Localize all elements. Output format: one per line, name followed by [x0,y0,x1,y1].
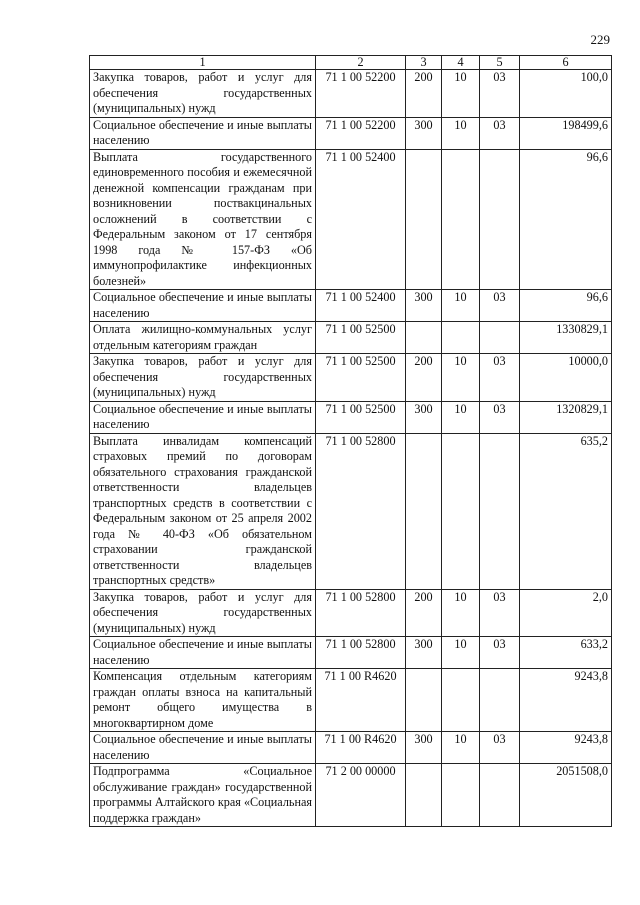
col-header-3: 3 [406,56,442,70]
table-row [90,401,612,433]
row-col5: 03 [480,117,520,149]
row-name: Компенсация отдельным категориям граждан оплаты взноса на капитальный ремонт общего имущества в многоквартирном доме [90,669,316,732]
row-col3 [406,764,442,827]
budget-table [89,55,612,827]
row-name: Социальное обеспечение и иные выплаты населению [90,732,316,764]
row-col5: 03 [480,290,520,322]
col-header-5: 5 [480,56,520,70]
row-col5: 03 [480,401,520,433]
row-code: 71 1 00 52500 [316,354,406,402]
row-code: 71 1 00 52200 [316,70,406,118]
row-amount: 100,0 [520,70,612,118]
table-row [90,290,612,322]
row-amount: 96,6 [520,290,612,322]
row-code: 71 1 00 52800 [316,589,406,637]
table-row [90,637,612,669]
row-code: 71 1 00 52400 [316,290,406,322]
row-col5 [480,764,520,827]
row-name: Выплата государственного единовременного пособия и ежемесячной денежной компенсации гражданам при возникновении поствакцинальных осложнений в соответствии с Федеральным законом от 17 сентября 1998 года № 157-ФЗ «Об иммунопрофилактике инфекционных болезней» [90,149,316,290]
row-col3: 200 [406,354,442,402]
table-row [90,764,612,827]
row-col4: 10 [442,290,480,322]
row-amount: 10000,0 [520,354,612,402]
row-name: Закупка товаров, работ и услуг для обеспечения государственных (муниципальных) нужд [90,70,316,118]
row-amount: 9243,8 [520,732,612,764]
row-col3 [406,322,442,354]
table-header-row [90,56,612,70]
table-row [90,589,612,637]
row-col3: 300 [406,732,442,764]
row-code: 71 1 00 R4620 [316,669,406,732]
row-code: 71 1 00 52200 [316,117,406,149]
table-row [90,669,612,732]
table-row [90,117,612,149]
row-amount: 2051508,0 [520,764,612,827]
row-col3 [406,669,442,732]
row-col4 [442,149,480,290]
row-col4 [442,433,480,589]
page-number: 229 [590,32,610,47]
row-col5: 03 [480,354,520,402]
row-col3: 300 [406,290,442,322]
row-name: Социальное обеспечение и иные выплаты населению [90,401,316,433]
col-header-4: 4 [442,56,480,70]
row-amount: 9243,8 [520,669,612,732]
col-header-2: 2 [316,56,406,70]
row-col4: 10 [442,732,480,764]
row-code: 71 2 00 00000 [316,764,406,827]
row-name: Социальное обеспечение и иные выплаты населению [90,117,316,149]
row-col5 [480,149,520,290]
row-col5: 03 [480,589,520,637]
table-row [90,732,612,764]
row-col4: 10 [442,117,480,149]
row-name: Оплата жилищно-коммунальных услуг отдельным категориям граждан [90,322,316,354]
row-col4: 10 [442,589,480,637]
table-row [90,433,612,589]
row-col4: 10 [442,401,480,433]
row-col4 [442,322,480,354]
row-amount: 635,2 [520,433,612,589]
row-name: Выплата инвалидам компенсаций страховых премий по договорам обязательного страхования гражданской ответственности владельцев транспортных средств в соответствии с Федеральным законом от 25 апреля 2002 года № 40-ФЗ «Об обязательном страховании гражданской ответственности владельцев транспортных средств» [90,433,316,589]
row-col4: 10 [442,637,480,669]
row-col3: 300 [406,401,442,433]
row-col3: 200 [406,70,442,118]
row-name: Социальное обеспечение и иные выплаты населению [90,290,316,322]
row-name: Закупка товаров, работ и услуг для обеспечения государственных (муниципальных) нужд [90,354,316,402]
row-name: Закупка товаров, работ и услуг для обеспечения государственных (муниципальных) нужд [90,589,316,637]
table-row [90,149,612,290]
row-code: 71 1 00 52500 [316,322,406,354]
col-header-1: 1 [90,56,316,70]
row-col3: 300 [406,637,442,669]
row-col3 [406,149,442,290]
row-col3: 300 [406,117,442,149]
row-col5 [480,669,520,732]
col-header-6: 6 [520,56,612,70]
row-name: Социальное обеспечение и иные выплаты населению [90,637,316,669]
row-col3: 200 [406,589,442,637]
row-col4: 10 [442,354,480,402]
table-row [90,322,612,354]
row-col3 [406,433,442,589]
row-amount: 2,0 [520,589,612,637]
row-code: 71 1 00 R4620 [316,732,406,764]
row-amount: 96,6 [520,149,612,290]
table-row [90,70,612,118]
row-col4 [442,669,480,732]
row-code: 71 1 00 52800 [316,637,406,669]
row-col4 [442,764,480,827]
row-code: 71 1 00 52400 [316,149,406,290]
row-col5 [480,322,520,354]
row-code: 71 1 00 52500 [316,401,406,433]
row-amount: 198499,6 [520,117,612,149]
row-col5: 03 [480,70,520,118]
row-name: Подпрограмма «Социальное обслуживание граждан» государственной программы Алтайского края «Социальная поддержка граждан» [90,764,316,827]
table-row [90,354,612,402]
row-col4: 10 [442,70,480,118]
row-col5 [480,433,520,589]
row-code: 71 1 00 52800 [316,433,406,589]
row-col5: 03 [480,637,520,669]
row-amount: 1320829,1 [520,401,612,433]
row-col5: 03 [480,732,520,764]
row-amount: 633,2 [520,637,612,669]
row-amount: 1330829,1 [520,322,612,354]
